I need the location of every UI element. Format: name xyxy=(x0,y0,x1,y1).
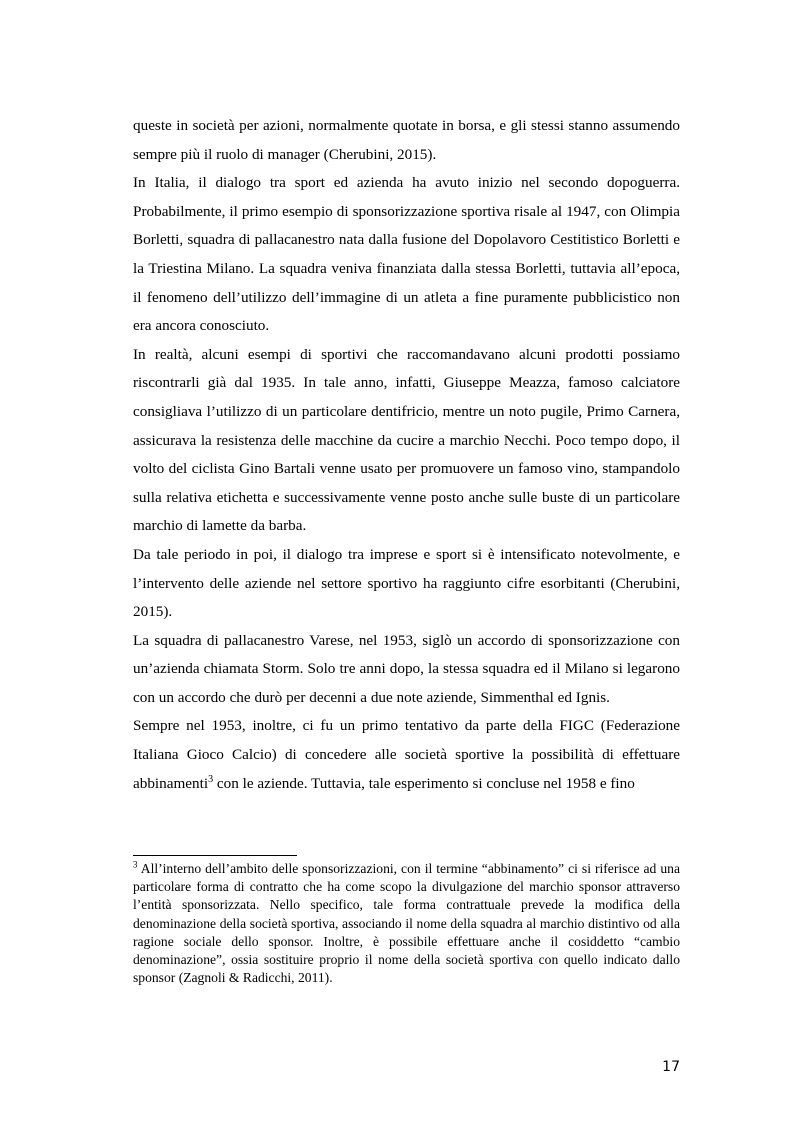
paragraph-figc-text: Sempre nel 1953, inoltre, ci fu un primo tentativo da parte della FIGC (Federazione Italiana Gioco Calcio) di concedere alle società sportive la possibilità di effettuare abbinamenti xyxy=(133,717,680,792)
footnote xyxy=(133,860,680,987)
paragraph-figc-text-end: con le aziende. Tuttavia, tale esperimento si concluse nel 1958 e fino xyxy=(213,774,635,792)
footnote-text: All’interno dell’ambito delle sponsorizzazioni, con il termine “abbinamento” ci si riferisce ad una particolare forma di contratto che ha come scopo la divulgazione del marchio sponsor attraverso l’entità sponsorizzata. Nello specifico, tale forma contrattuale prevede la modifica della denominazione della società sportiva, associando il nome della squadra al marchio distintivo od alla ragione sociale dello sponsor. Inoltre, è possibile effettuare anche il cosiddetto “cambio denominazione”, ossia sostituire proprio il nome della società sportiva con quello indicato dallo sponsor (Zagnoli & Radicchi, 2011). xyxy=(133,861,680,986)
footnote-reference[interactable]: 3 xyxy=(208,773,214,785)
paragraph-figc xyxy=(133,712,680,798)
footnote-mark: 3 xyxy=(133,859,138,870)
paragraph-dialogo-imprese: Da tale periodo in poi, il dialogo tra imprese e sport si è intensificato notevolmente, e l’intervento delle aziende nel settore sportivo ha raggiunto cifre esorbitanti (Cherubini, 2015). xyxy=(133,545,680,621)
paragraph-varese: La squadra di pallacanestro Varese, nel 1953, siglò un accordo di sponsorizzazione con un’azienda chiamata Storm. Solo tre anni dopo, la stessa squadra ed il Milano si legarono con un accordo che durò per decenni a due note aziende, Simmenthal ed Ignis. xyxy=(133,631,680,706)
footnote-separator xyxy=(133,855,297,856)
page-number: 17 xyxy=(662,1059,680,1075)
paragraph-esempi-sportivi: In realtà, alcuni esempi di sportivi che raccomandavano alcuni prodotti possiamo riscontrarli già dal 1935. In tale anno, infatti, Giuseppe Meazza, famoso calciatore consigliava l’utilizzo di un particolare dentifricio, mentre un noto pugile, Primo Carnera, assicurava la resistenza delle macchine da cucire a marchio Necchi. Poco tempo dopo, il volto del ciclista Gino Bartali venne usato per promuovere un famoso vino, stampandolo sulla relativa etichetta e successivamente venne posto anche sulle buste di un particolare marchio di lamette da barba. xyxy=(133,345,680,535)
page-body xyxy=(133,112,680,798)
paragraph-italia-dopoguerra: In Italia, il dialogo tra sport ed azienda ha avuto inizio nel secondo dopoguerra. Probabilmente, il primo esempio di sponsorizzazione sportiva risale al 1947, con Olimpia Borletti, squadra di pallacanestro nata dalla fusione del Dopolavoro Cestitistico Borletti e la Triestina Milano. La squadra veniva finanziata dalla stessa Borletti, tuttavia all’epoca, il fenomeno dell’utilizzo dell’immagine di un atleta a fine puramente pubblicistico non era ancora conosciuto. xyxy=(133,174,680,335)
paragraph-continuation: queste in società per azioni, normalmente quotate in borsa, e gli stessi stanno assumendo sempre più il ruolo di manager (Cherubini, 2015). xyxy=(133,117,680,163)
footnote-3 xyxy=(133,860,680,987)
body-text xyxy=(133,112,680,798)
